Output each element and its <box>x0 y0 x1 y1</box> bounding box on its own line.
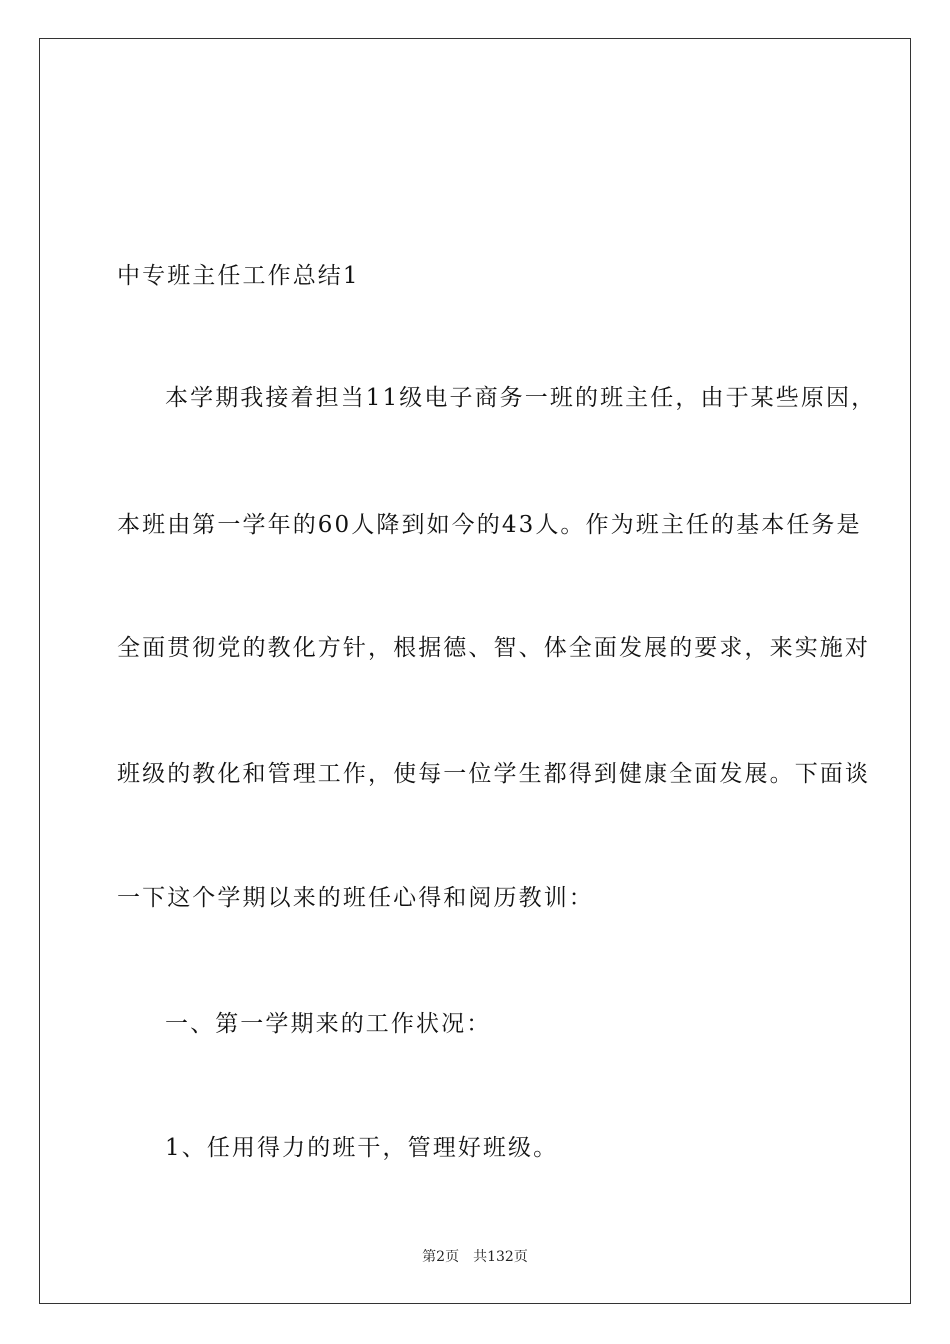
paragraph-line-1: 本学期我接着担当11级电子商务一班的班主任，由于某些原因， <box>165 385 877 411</box>
paragraph-line-4: 班级的教化和管理工作，使每一位学生都得到健康全面发展。下面谈 <box>117 761 870 787</box>
page-total: 共132页 <box>473 1249 528 1265</box>
list-item: 1、任用得力的班干，管理好班级。 <box>165 1135 559 1161</box>
page-footer <box>0 1248 950 1266</box>
paragraph-line-2: 本班由第一学年的60人降到如今的43人。作为班主任的基本任务是 <box>117 512 862 538</box>
paragraph-line-5: 一下这个学期以来的班任心得和阅历教训： <box>117 885 594 911</box>
document-title: 中专班主任工作总结1 <box>117 263 360 289</box>
page-border <box>39 38 911 1304</box>
page-number: 第2页 <box>422 1249 460 1265</box>
section-heading: 一、第一学期来的工作状况： <box>165 1011 492 1037</box>
paragraph-line-3: 全面贯彻党的教化方针，根据德、智、体全面发展的要求，来实施对 <box>117 635 870 661</box>
